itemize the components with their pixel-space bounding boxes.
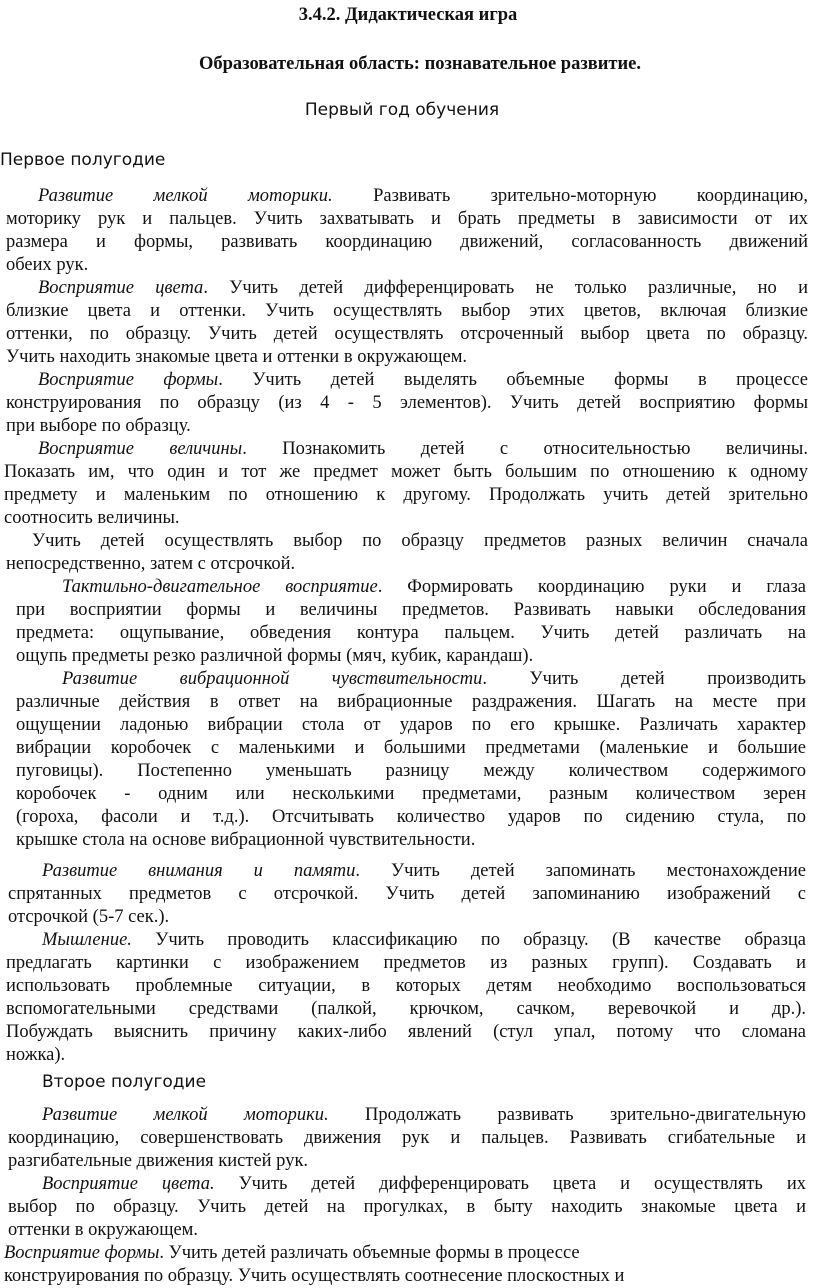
line-text: отсрочкой (5-7 сек.). bbox=[8, 907, 170, 927]
line-text: обеих рук. bbox=[6, 255, 89, 275]
line-text: конструирования по образцу. Учить осуществлять соотнесение плоскостных и bbox=[4, 1266, 625, 1286]
line-text: использовать проблемные ситуации, в которых детям необходимо воспользоваться bbox=[6, 976, 806, 996]
text-line bbox=[16, 782, 806, 806]
topic-label: Тактильно-двигательное восприятие bbox=[62, 577, 378, 597]
education-area-title: Образовательная область: познавательное развитие. bbox=[198, 54, 642, 74]
text-line bbox=[6, 552, 295, 576]
line-text: Учить находить знакомые цвета и оттенки в окружающем. bbox=[6, 347, 468, 367]
text-line bbox=[6, 345, 467, 369]
text-line bbox=[6, 322, 808, 346]
line-text: . Учить детей выделять объемные формы в процессе bbox=[218, 370, 808, 390]
text-line bbox=[42, 1103, 806, 1127]
text-line bbox=[16, 805, 806, 829]
text-line bbox=[6, 253, 88, 277]
text-line bbox=[38, 276, 808, 300]
half-year-heading: Второе полугодие bbox=[42, 1072, 207, 1092]
text-line bbox=[6, 974, 806, 998]
text-line bbox=[62, 667, 806, 691]
line-text: разгибательные движения кистей рук. bbox=[8, 1151, 309, 1171]
line-text: предмета: ощупывание, обведения контура пальцем. Учить детей различать на bbox=[16, 623, 806, 643]
topic-label: Восприятие формы bbox=[4, 1243, 160, 1263]
text-line bbox=[6, 391, 808, 415]
text-line bbox=[6, 414, 191, 438]
topic-label: Восприятие формы bbox=[38, 370, 219, 390]
text-line bbox=[16, 621, 806, 645]
line-text: спрятанных предметов с отсрочкой. Учить детей запоминанию изображений с bbox=[8, 884, 806, 904]
text-line bbox=[62, 575, 806, 599]
text-line bbox=[8, 905, 169, 929]
line-text: ощупь предметы резко различной формы (мяч, кубик, карандаш). bbox=[16, 646, 534, 666]
line-text: . Познакомить детей с относительностью величины. bbox=[242, 439, 808, 459]
line-text: различные действия в ответ на вибрационные раздражения. Шагать на месте при bbox=[16, 692, 806, 712]
line-text: Развивать зрительно-моторную координацию, bbox=[332, 186, 808, 206]
line-text: вибрации коробочек с маленькими и большими предметами (маленькие и большие bbox=[16, 738, 806, 758]
topic-label: Мышление. bbox=[42, 930, 132, 950]
line-text: Учить проводить классификацию по образцу. (В качестве образца bbox=[131, 930, 806, 950]
line-text: моторику рук и пальцев. Учить захватывать и брать предметы в зависимости от их bbox=[6, 209, 808, 229]
line-text: выбор по образцу. Учить детей на прогулках, в быту находить знакомые цвета и bbox=[8, 1197, 806, 1217]
line-text: координацию, совершенствовать движения рук и пальцев. Развивать сгибательные и bbox=[8, 1128, 806, 1148]
half-year-heading: Первое полугодие bbox=[0, 150, 166, 170]
text-line bbox=[8, 1218, 198, 1242]
text-line bbox=[6, 951, 806, 975]
text-line bbox=[16, 759, 806, 783]
text-line bbox=[16, 713, 806, 737]
study-year-label: Первый год обучения bbox=[304, 100, 500, 120]
text-line bbox=[6, 230, 808, 254]
text-line bbox=[42, 859, 806, 883]
topic-label: Развитие мелкой моторики. bbox=[38, 186, 333, 206]
text-line bbox=[6, 207, 808, 231]
topic-label: Восприятие величины bbox=[38, 439, 243, 459]
text-line bbox=[16, 828, 475, 852]
line-text: оттенки, по образцу. Учить детей осуществлять отсроченный выбор цвета по образцу. bbox=[6, 324, 808, 344]
section-heading: 3.4.2. Дидактическая игра bbox=[298, 5, 518, 25]
line-text: Показать им, что один и тот же предмет может быть большим по отношению к одному bbox=[4, 462, 808, 482]
line-text: . Учить детей запоминать местонахождение bbox=[355, 861, 806, 881]
line-text: непосредственно, затем с отсрочкой. bbox=[6, 554, 296, 574]
text-line bbox=[16, 644, 533, 668]
text-line bbox=[4, 483, 808, 507]
text-line bbox=[4, 1264, 624, 1288]
line-text: . Учить детей производить bbox=[482, 669, 806, 689]
topic-label: Развитие внимания и памяти bbox=[42, 861, 356, 881]
line-text: близкие цвета и оттенки. Учить осуществлять выбор этих цветов, включая близкие bbox=[6, 301, 808, 321]
line-text: коробочек - одним или несколькими предметами, разным количеством зерен bbox=[16, 784, 806, 804]
line-text: Учить детей дифференцировать цвета и осуществлять их bbox=[214, 1174, 806, 1194]
line-text: соотносить величины. bbox=[4, 508, 180, 528]
text-line bbox=[16, 598, 806, 622]
text-line bbox=[16, 736, 806, 760]
line-text: крышке стола на основе вибрационной чувствительности. bbox=[16, 830, 476, 850]
line-text: пуговицы). Постепенно уменьшать разницу между количеством содержимого bbox=[16, 761, 806, 781]
line-text: Побуждать выяснить причину каких-либо явлений (стул упал, потому что сломана bbox=[6, 1022, 806, 1042]
text-line bbox=[6, 1043, 65, 1067]
text-line bbox=[4, 460, 808, 484]
text-line bbox=[8, 1149, 308, 1173]
line-text: при выборе по образцу. bbox=[6, 416, 191, 436]
line-text: (гороха, фасоли и т.д.). Отсчитывать количество ударов по сидению стула, по bbox=[16, 807, 806, 827]
topic-label: Развитие мелкой моторики. bbox=[42, 1105, 329, 1125]
text-line bbox=[6, 299, 808, 323]
text-line bbox=[32, 529, 808, 553]
line-text: при восприятии формы и величины предметов. Развивать навыки обследования bbox=[16, 600, 806, 620]
topic-label: Восприятие цвета. bbox=[42, 1174, 215, 1194]
topic-label: Восприятие цвета bbox=[38, 278, 204, 298]
line-text: Учить детей осуществлять выбор по образцу предметов разных величин сначала bbox=[32, 531, 808, 551]
text-line bbox=[8, 882, 806, 906]
line-text: предмету и маленьким по отношению к другому. Продолжать учить детей зрительно bbox=[4, 485, 808, 505]
text-line bbox=[4, 506, 180, 530]
line-text: вспомогательными средствами (палкой, крючком, сачком, веревочкой и др.). bbox=[6, 999, 806, 1019]
text-line bbox=[42, 928, 806, 952]
text-line bbox=[16, 690, 806, 714]
text-line bbox=[6, 1020, 806, 1044]
text-line bbox=[38, 184, 808, 208]
line-text: Продолжать развивать зрительно-двигательную bbox=[328, 1105, 807, 1125]
line-text: ощущении ладонью вибрации стола от ударов по его крышке. Различать характер bbox=[16, 715, 806, 735]
line-text: . Учить детей различать объемные формы в процессе bbox=[159, 1243, 580, 1263]
line-text: размера и формы, развивать координацию движений, согласованность движений bbox=[6, 232, 808, 252]
text-line bbox=[38, 368, 808, 392]
line-text: оттенки в окружающем. bbox=[8, 1220, 199, 1240]
text-line bbox=[4, 1241, 580, 1265]
text-line bbox=[6, 997, 806, 1021]
text-line bbox=[8, 1195, 806, 1219]
text-line bbox=[42, 1172, 806, 1196]
line-text: ножка). bbox=[6, 1045, 66, 1065]
line-text: предлагать картинки с изображением предметов из разных групп). Создавать и bbox=[6, 953, 806, 973]
text-line bbox=[8, 1126, 806, 1150]
line-text: . Формировать координацию руки и глаза bbox=[377, 577, 806, 597]
line-text: конструирования по образцу (из 4 - 5 элементов). Учить детей восприятию формы bbox=[6, 393, 808, 413]
line-text: . Учить детей дифференцировать не только различные, но и bbox=[203, 278, 808, 298]
topic-label: Развитие вибрационной чувствительности bbox=[62, 669, 483, 689]
text-line bbox=[38, 437, 808, 461]
